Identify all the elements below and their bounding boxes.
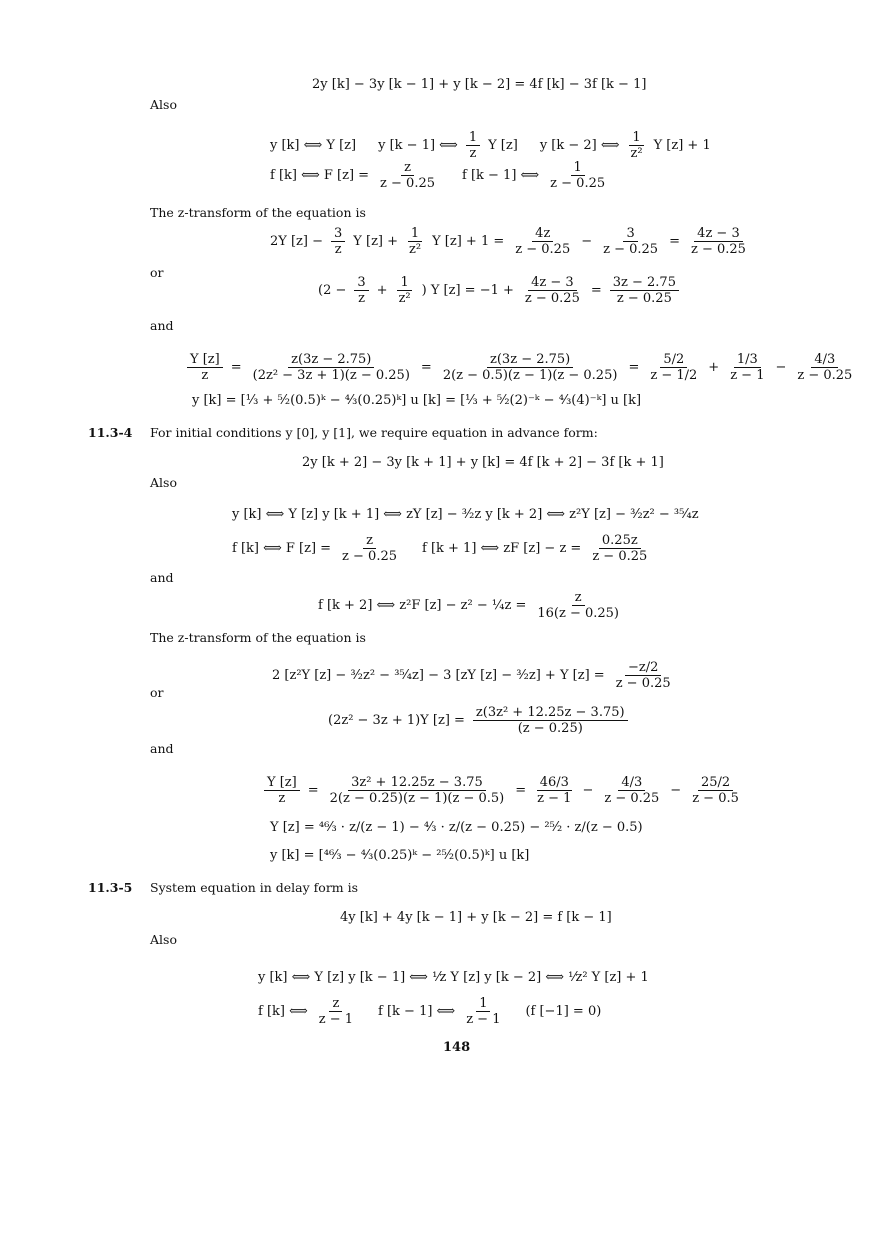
pair-f-k-1: f [k − 1] ⟺	[462, 168, 540, 183]
fraction: $\frac{4z - 3}{z - 0.25}$	[690, 226, 746, 257]
problem-label: 11.3-5	[88, 880, 133, 895]
eq-text: ) Y [z] = −1 +	[421, 283, 514, 298]
eq-text: f [k − 1] ⟺	[378, 1004, 456, 1019]
fraction: $\frac{z(3z - 2.75)}{\text{(2z² − 3z + 1)(z − 0.25)}}$	[252, 352, 410, 383]
fraction: $\frac{1/3}{z - 1}$	[730, 352, 765, 383]
fraction: $\frac{z(3z - 2.75)}{2(z - 0.5)(z - 1)(z - 0.25)}$	[442, 352, 618, 383]
fraction: $\frac{5/2}{z - 1/2}$	[650, 352, 698, 383]
result-equation: y [k] = [⁴⁶⁄₃ − ⁴⁄₃(0.25)ᵏ − ²⁵⁄₂(0.5)ᵏ] u [k]	[270, 848, 530, 863]
fraction: $\frac{z}{z - 1}$	[318, 996, 354, 1027]
z-transform-equation	[272, 660, 676, 691]
pair-y-k-1: y [k − 1] ⟺	[378, 138, 458, 153]
or-equation	[328, 705, 630, 736]
problem-text: System equation in delay form is	[150, 880, 359, 895]
fraction: $\frac{-z/2}{z - 0.25}$	[615, 660, 671, 691]
fraction: $\frac{3z - 2.75}{z - 0.25}$	[610, 275, 679, 306]
pair-f-k: f [k] ⟺ F [z] =	[270, 168, 370, 183]
pair-y-k-2: y [k − 2] ⟺	[539, 138, 620, 153]
eq-text: f [k] ⟺ F [z] =	[232, 541, 332, 556]
fraction: $\frac{z}{z - 0.25}$	[342, 533, 397, 564]
equation-delay-form: 2y [k] − 3y [k − 1] + y [k − 2] = 4f [k] − 3f [k − 1]	[312, 77, 647, 92]
fraction: $\frac{3}{z}$	[354, 275, 368, 306]
fraction: $\frac{z}{16(z - 0.25)}$	[537, 590, 619, 621]
page-number: 148	[443, 1040, 471, 1055]
eq-text: (f [−1] = 0)	[525, 1004, 602, 1019]
problem-text: For initial conditions y [0], y [1], we require equation in advance form:	[150, 425, 598, 440]
pair-text: Y [z] + 1	[653, 138, 711, 153]
eq-text: =	[669, 234, 680, 249]
fraction: $\frac{4/3}{z - 0.25}$	[797, 352, 853, 383]
and-label: and	[150, 570, 174, 585]
eq-text: 2 [z²Y [z] − ³⁄₂z² − ³⁵⁄₄z] − 3 [zY [z] − ³⁄₂z] + Y [z] =	[272, 668, 605, 683]
problem-label: 11.3-4	[88, 425, 133, 440]
eq-text: f [k] ⟺	[258, 1004, 308, 1019]
also-label: Also	[150, 932, 177, 947]
eq-text: −	[581, 234, 593, 249]
ztransform-text: The z-transform of the equation is	[150, 205, 366, 220]
fraction: $\frac{1}{\text{z²}}$	[630, 130, 643, 161]
and-label: and	[150, 318, 174, 333]
result-equation: y [k] = [⅓ + ⁵⁄₂(0.5)ᵏ − ⁴⁄₃(0.25)ᵏ] u [k] = [⅓ + ⁵⁄₂(2)⁻ᵏ − ⁴⁄₃(4)⁻ᵏ] u [k]	[192, 393, 642, 408]
Y-z-equation: Y [z] = ⁴⁶⁄₃ · z/(z − 1) − ⁴⁄₃ · z/(z − 0.25) − ²⁵⁄₂ · z/(z − 0.5)	[270, 820, 643, 835]
eq-text: =	[590, 283, 602, 298]
f-k2-equation	[318, 590, 624, 621]
eq-text: (2 −	[318, 283, 347, 298]
fraction: $\frac{Y [z]}{z}$	[187, 352, 223, 383]
or-equation	[318, 275, 681, 306]
fraction: $\frac{3}{z}$	[331, 226, 345, 257]
y-transform-pairs: y [k] ⟺ Y [z] y [k − 1] ⟺ ¹⁄z Y [z] y [k − 2] ⟺ ¹⁄z² Y [z] + 1	[258, 970, 649, 985]
f-transform-pairs	[232, 533, 652, 564]
eq-text: f [k + 1] ⟺ zF [z] − z =	[422, 541, 582, 556]
partial-fraction-equation: $\frac{Y [z]}{z}$ = $\frac{\text{3z² + 12.25z − 3.75}}{2(z - 0.25)(z - 1)(z - 0.5)}$ = $\frac{46/3}{z - 1}$ − $\frac{4/3}{z - 0.25}$ − $\frac{25/2}{z - 0.5}$	[262, 775, 744, 806]
fraction: $\frac{25/2}{z - 0.5}$	[692, 775, 739, 806]
fraction: $\frac{1}{z - 1}$	[466, 996, 501, 1027]
fraction: $\frac{\text{z(3z² + 12.25z − 3.75)}}{(z - 0.25)}$	[473, 705, 628, 736]
fraction: $\frac{4z}{z - 0.25}$	[515, 226, 571, 257]
also-label: Also	[150, 97, 177, 112]
eq-text: +	[376, 283, 388, 298]
y-transform-pairs	[270, 130, 711, 161]
fraction: $\frac{0.25z}{z - 0.25}$	[592, 533, 648, 564]
and-label: and	[150, 741, 174, 756]
eq-text: f [k + 2] ⟺ z²F [z] − z² − ¼z =	[318, 598, 527, 613]
fraction: $\frac{z}{z - 0.25}$	[380, 160, 435, 191]
y-transform-pairs: y [k] ⟺ Y [z] y [k + 1] ⟺ zY [z] − ³⁄₂z y [k + 2] ⟺ z²Y [z] − ³⁄₂z² − ³⁵⁄₄z	[232, 507, 699, 522]
ztransform-text: The z-transform of the equation is	[150, 630, 366, 645]
fraction: $\frac{46/3}{z - 1}$	[537, 775, 572, 806]
eq-text: Y [z] +	[353, 234, 399, 249]
fraction: $\frac{1}{z - 0.25}$	[550, 160, 606, 191]
fraction: $\frac{4/3}{z - 0.25}$	[604, 775, 660, 806]
fraction: $\frac{1}{z}$	[466, 130, 480, 161]
or-label: or	[150, 685, 164, 700]
or-label: or	[150, 265, 164, 280]
fraction: $\frac{Y [z]}{z}$	[264, 775, 300, 806]
f-transform-pairs	[258, 996, 601, 1027]
equation-delay-form: 4y [k] + 4y [k − 1] + y [k − 2] = f [k − 1]	[340, 910, 612, 925]
partial-fraction-equation: $\frac{Y [z]}{z}$ = $\frac{z(3z - 2.75)}{\text{(2z² − 3z + 1)(z − 0.25)}}$ = $\frac{z(3z - 2.75)}{2(z - 0.5)(z - 1)(z - 0.25)}$ = $\frac{5/2}{z - 1/2}$ + $\frac{1/3}{z - 1}$ − $\frac{4/3}{z - 0.25}$	[185, 352, 857, 383]
z-transform-equation	[270, 226, 751, 257]
eq-text: (2z² − 3z + 1)Y [z] =	[328, 713, 465, 728]
fraction: $\frac{4z - 3}{z - 0.25}$	[524, 275, 580, 306]
eq-text: Y [z] + 1 =	[432, 234, 505, 249]
fraction: $\frac{1}{\text{z²}}$	[398, 275, 411, 306]
fraction: $\frac{1}{\text{z²}}$	[409, 226, 422, 257]
eq-text: 2Y [z] −	[270, 234, 324, 249]
fraction: $\frac{3}{z - 0.25}$	[603, 226, 659, 257]
pair-y-k: y [k] ⟺ Y [z]	[270, 138, 357, 153]
fraction: $\frac{\text{3z² + 12.25z − 3.75}}{2(z - 0.25)(z - 1)(z - 0.5)}$	[329, 775, 505, 806]
also-label: Also	[150, 475, 177, 490]
pair-text: Y [z]	[488, 138, 518, 153]
f-transform-pairs	[270, 160, 610, 191]
equation-advance-form: 2y [k + 2] − 3y [k + 1] + y [k] = 4f [k + 2] − 3f [k + 1]	[302, 455, 664, 470]
